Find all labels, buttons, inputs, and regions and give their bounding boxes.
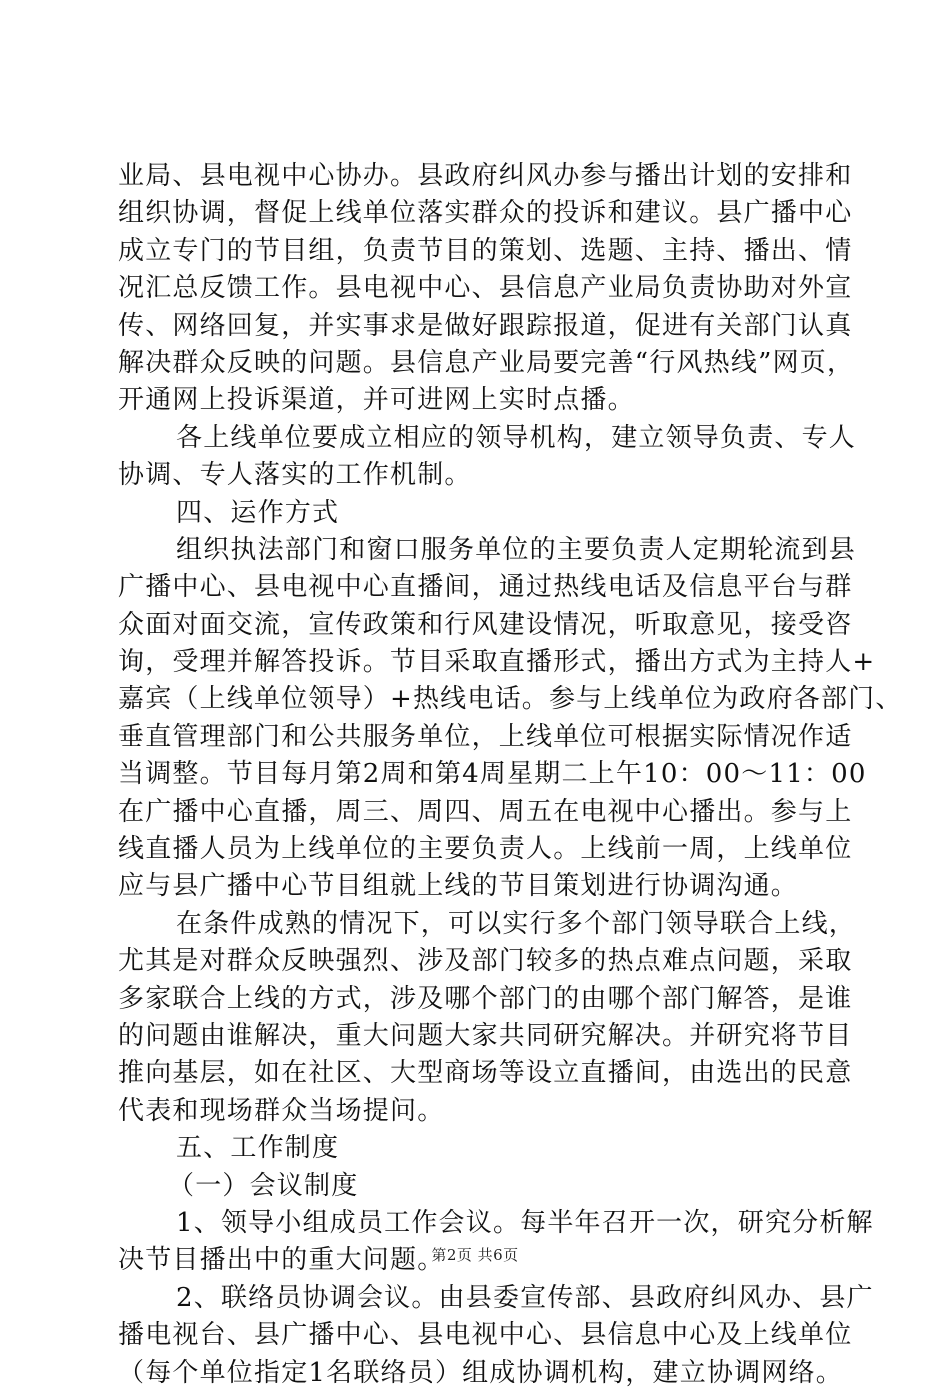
page-number-footer: 第2页 共6页	[431, 1246, 519, 1264]
text-line: 在广播中心直播，周三、周四、周五在电视中心播出。参与上	[118, 796, 853, 827]
text-line: 组织协调，督促上线单位落实群众的投诉和建议。县广播中心	[118, 198, 853, 229]
text-line: （每个单位指定1名联络员）组成协调机构，建立协调网络。	[118, 1357, 843, 1388]
text-line: 传、网络回复，并实事求是做好跟踪报道，促进有关部门认真	[118, 310, 853, 341]
text-line: 成立专门的节目组，负责节目的策划、选题、主持、播出、情	[118, 235, 853, 266]
paragraph-first-line: 组织执法部门和窗口服务单位的主要负责人定期轮流到县	[176, 534, 857, 565]
text-line: 解决群众反映的问题。县信息产业局要完善“行风热线”网页，	[118, 347, 855, 378]
text-line: 协调、专人落实的工作机制。	[118, 460, 472, 491]
text-line: 询，受理并解答投诉。节目采取直播形式，播出方式为主持人+	[118, 647, 876, 678]
text-line: 况汇总反馈工作。县电视中心、县信息产业局负责协助对外宣	[118, 273, 853, 304]
paragraph-first-line: 各上线单位要成立相应的领导机构，建立领导负责、专人	[176, 422, 857, 453]
text-line: 的问题由谁解决，重大问题大家共同研究解决。并研究将节目	[118, 1020, 853, 1051]
text-line: 当调整。节目每月第2周和第4周星期二上午10：00～11：00	[118, 759, 867, 790]
text-line: 广播中心、县电视中心直播间，通过热线电话及信息平台与群	[118, 572, 853, 603]
text-line: 代表和现场群众当场提问。	[118, 1095, 445, 1126]
text-line: 线直播人员为上线单位的主要负责人。上线前一周，上线单位	[118, 834, 853, 865]
paragraph-first-line: 在条件成熟的情况下，可以实行多个部门领导联合上线，	[176, 908, 857, 939]
section-heading: 五、工作制度	[176, 1133, 340, 1164]
section-heading: 四、运作方式	[176, 497, 340, 528]
text-line: 业局、县电视中心协办。县政府纠风办参与播出计划的安排和	[118, 161, 853, 191]
text-line: 开通网上投诉渠道，并可进网上实时点播。	[118, 385, 635, 416]
text-line: 尤其是对群众反映强烈、涉及部门较多的热点难点问题，采取	[118, 946, 853, 977]
text-line: 推向基层，如在社区、大型商场等设立直播间，由选出的民意	[118, 1058, 853, 1089]
subsection-heading: （一）会议制度	[168, 1170, 359, 1201]
text-line: 嘉宾（上线单位领导）+热线电话。参与上线单位为政府各部门、	[118, 684, 903, 715]
paragraph-first-line: 1、领导小组成员工作会议。每半年召开一次，研究分析解	[176, 1207, 874, 1238]
text-line: 多家联合上线的方式，涉及哪个部门的由哪个部门解答，是谁	[118, 983, 853, 1014]
text-line: 播电视台、县广播中心、县电视中心、县信息中心及上线单位	[118, 1320, 853, 1351]
text-line: 应与县广播中心节目组就上线的节目策划进行协调沟通。	[118, 871, 799, 902]
document-body	[118, 158, 903, 1392]
text-line: 众面对面交流，宣传政策和行风建设情况，听取意见，接受咨	[118, 609, 853, 640]
text-line: 垂直管理部门和公共服务单位，上线单位可根据实际情况作适	[118, 721, 853, 752]
paragraph-first-line: 2、联络员协调会议。由县委宣传部、县政府纠风办、县广	[176, 1282, 874, 1313]
text-line: 决节目播出中的重大问题。	[118, 1245, 445, 1276]
